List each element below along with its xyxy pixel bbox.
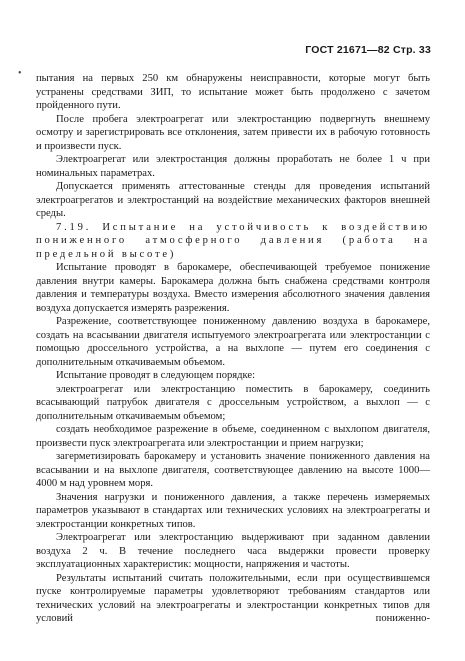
paragraph: После пробега электроагрегат или электростанцию подвергнуть внешнему осмотру и зарегистрировать все отклонения, затем привести их в рабочую готовность и произвести пуск. — [36, 113, 430, 152]
margin-mark: • — [18, 68, 22, 79]
document-body — [36, 72, 430, 626]
list-item: загерметизировать барокамеру и установить значение пониженного давления на всасывании и на выхлопе двигателя, соответствующее давлению на высоте 1000—4000 м над уровнем моря. — [36, 451, 430, 489]
paragraph: Электроагрегат или электростанцию выдерживают при заданном давлении воздуха 2 ч. В течение последнего часа выдержки провести проверку эксплуатационных характеристик: мощности, напряжения и частоты. — [36, 532, 430, 570]
paragraph: Результаты испытаний считать положительными, если при осуществившемся пуске контролируемые параметры удовлетворяют требованиям стандартов или технических условий на электроагрегаты и электростанции конкретных типов для условий пониженно- — [36, 572, 430, 624]
paragraph: Разрежение, соответствующее пониженному давлению воздуха в барокамере, создать на всасывании двигателя испытуемого электроагрегата или электростанции с помощью дроссельного устройства, а на выхлопе — путем его соединения с дополнительным откачиваемым объемом. — [36, 316, 430, 368]
paragraph: Электроагрегат или электростанция должны проработать не более 1 ч при номинальных параметрах. — [36, 154, 430, 179]
paragraph-continuation: пытания на первых 250 км обнаружены неисправности, которые могут быть устранены средствами ЗИП, то испытание может быть продолжено с зачетом пройденного пути. — [36, 73, 430, 111]
section-heading: 7.19. Испытание на устойчивость к воздействию пониженного атмосферного давления (работа на предельной высоте) — [36, 221, 430, 260]
list-item: электроагрегат или электростанцию поместить в барокамеру, соединить всасывающий патрубок двигателя с дроссельным устройством, а выхлоп — с дополнительным откачиваемым объемом; — [36, 383, 430, 422]
list-item: создать необходимое разрежение в объеме, соединенном с выхлопом двигателя, произвести пуск электроагрегата или электростанции и прием нагрузки; — [36, 424, 430, 449]
paragraph: Испытание проводят в следующем порядке: — [56, 370, 256, 381]
paragraph: Допускается применять аттестованные стенды для проведения испытаний электроагрегатов и электростанций на воздействие механических факторов внешней среды. — [36, 181, 430, 219]
page-header: ГОСТ 21671—82 Стр. 33 — [305, 44, 431, 56]
paragraph: Значения нагрузки и пониженного давления, а также перечень измеряемых параметров указывают в стандартах или технических условиях на электроагрегаты и электростанции конкретных типов. — [36, 491, 430, 530]
paragraph: Испытание проводят в барокамере, обеспечивающей требуемое понижение давления внутри камеры. Барокамера должна быть снабжена средствами контроля давления и температуры воздуха. Вместо измерения абсолютного значения давления воздуха допускается измерять разрежения. — [36, 262, 430, 314]
